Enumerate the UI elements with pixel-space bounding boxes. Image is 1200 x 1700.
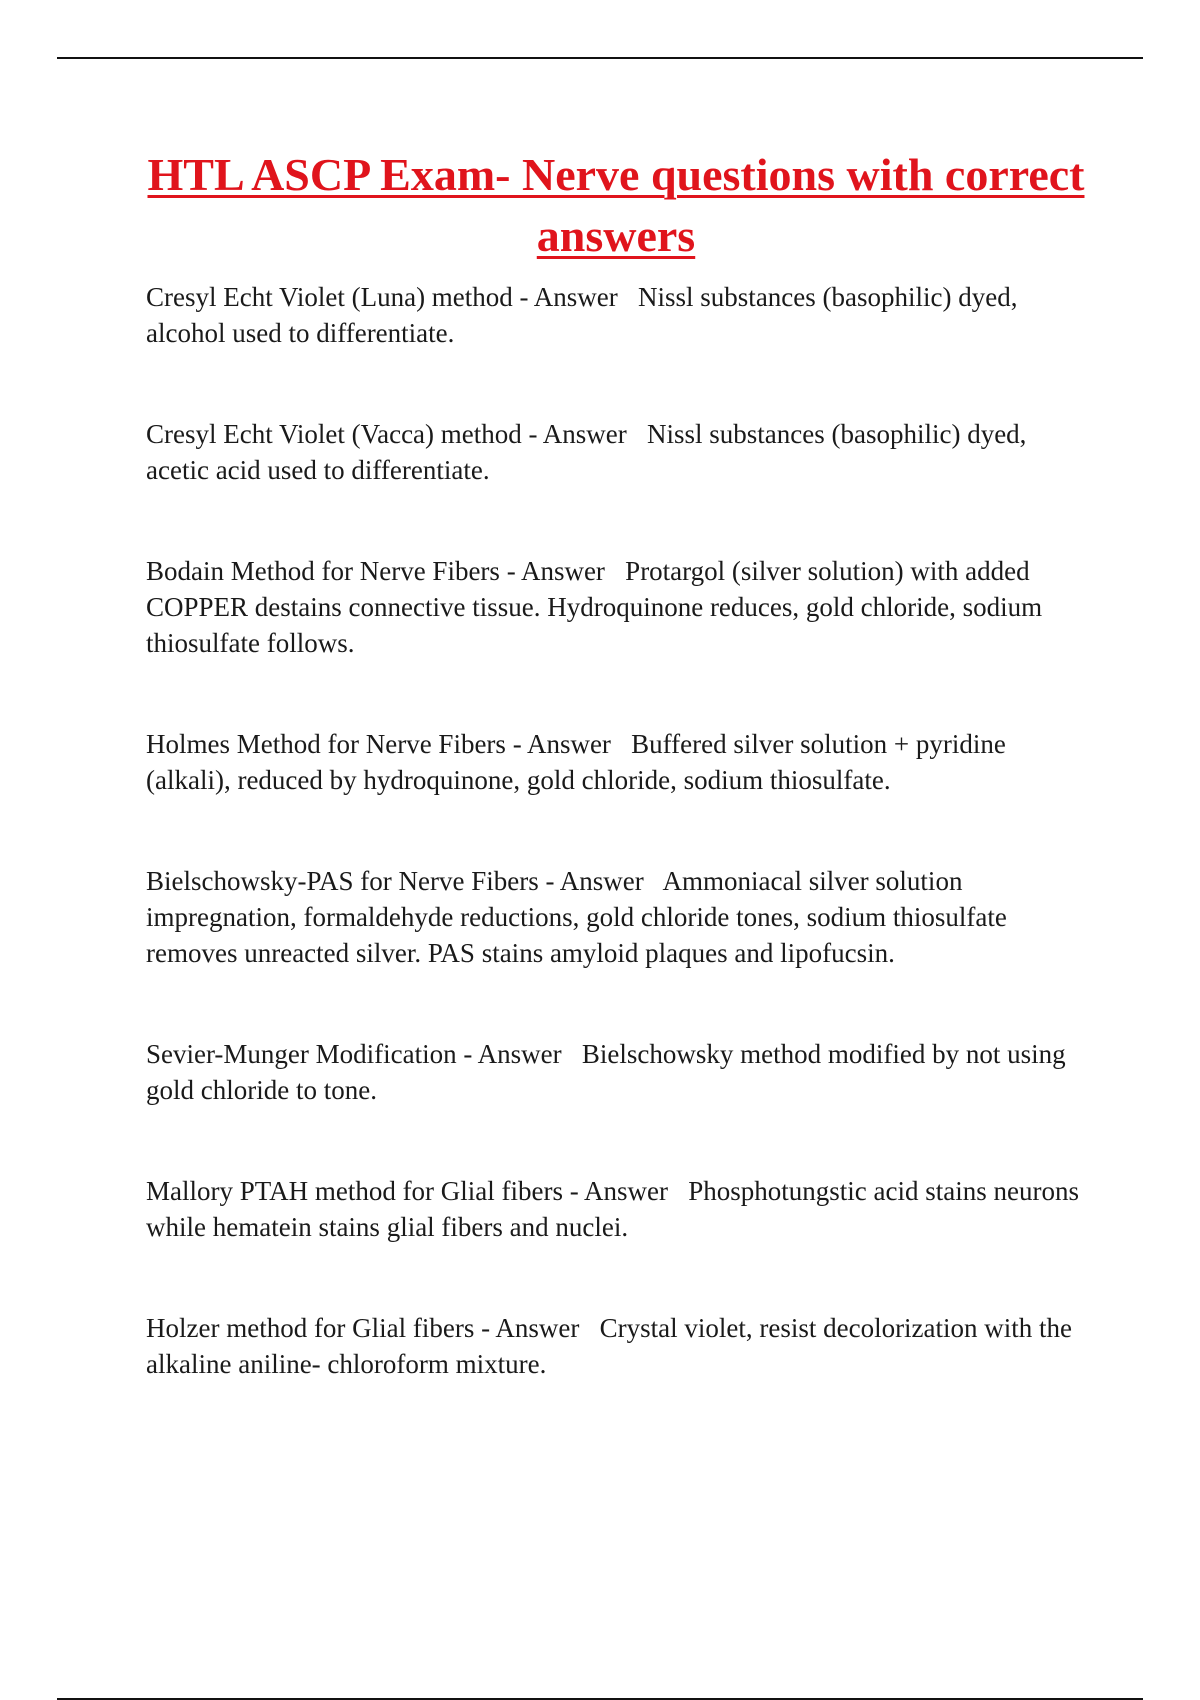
qa-item [146, 279, 1091, 351]
answer-separator: - Answer [474, 1313, 600, 1343]
answer-text: Ammoniacal silver solution impregnation, formaldehyde reductions, gold chloride tones, sodium thiosulfate removes unreacted silver. PAS stains amyloid plaques and lipofucsin. [146, 866, 1007, 968]
question-text: Cresyl Echt Violet (Vacca) method [146, 419, 522, 449]
answer-text: Nissl substances (basophilic) dyed, acetic acid used to differentiate. [146, 419, 1027, 485]
answer-separator: - Answer [505, 729, 632, 759]
answer-separator: - Answer [563, 1176, 689, 1206]
qa-item [146, 1036, 1091, 1108]
qa-item [146, 553, 1091, 661]
answer-text: Phosphotungstic acid stains neurons while hematein stains glial fibers and nuclei. [146, 1176, 1079, 1242]
question-text: Bielschowsky-PAS for Nerve Fibers [146, 866, 539, 896]
question-text: Cresyl Echt Violet (Luna) method [146, 282, 513, 312]
document-title: HTL ASCP Exam- Nerve questions with correct answers [147, 149, 1085, 261]
answer-separator: - Answer [512, 282, 639, 312]
qa-list [146, 279, 1091, 1447]
question-text: Mallory PTAH method for Glial fibers [146, 1176, 564, 1206]
answer-text: Buffered silver solution + pyridine (alkali), reduced by hydroquinone, gold chloride, sodium thiosulfate. [146, 729, 1006, 795]
answer-text: Bielschowsky method modified by not using gold chloride to tone. [146, 1039, 1066, 1105]
qa-item [146, 1310, 1091, 1382]
answer-text: Protargol (silver solution) with added COPPER destains connective tissue. Hydroquinone reduces, gold chloride, sodium thiosulfate follows. [146, 556, 1043, 658]
question-text: Bodain Method for Nerve Fibers [146, 556, 500, 586]
qa-item [146, 726, 1091, 798]
answer-text: Crystal violet, resist decolorization with the alkaline aniline- chloroform mixture. [146, 1313, 1073, 1379]
answer-separator: - Answer [521, 419, 647, 449]
qa-item [146, 863, 1091, 971]
answer-separator: - Answer [456, 1039, 582, 1069]
answer-text: Nissl substances (basophilic) dyed, alcohol used to differentiate. [146, 282, 1018, 348]
answer-separator: - Answer [538, 866, 663, 896]
question-text: Holmes Method for Nerve Fibers [146, 729, 506, 759]
answer-separator: - Answer [499, 556, 626, 586]
qa-item [146, 1173, 1091, 1245]
header-rule [57, 57, 1143, 59]
qa-item [146, 416, 1091, 488]
question-text: Sevier-Munger Modification [146, 1039, 457, 1069]
question-text: Holzer method for Glial fibers [146, 1313, 475, 1343]
